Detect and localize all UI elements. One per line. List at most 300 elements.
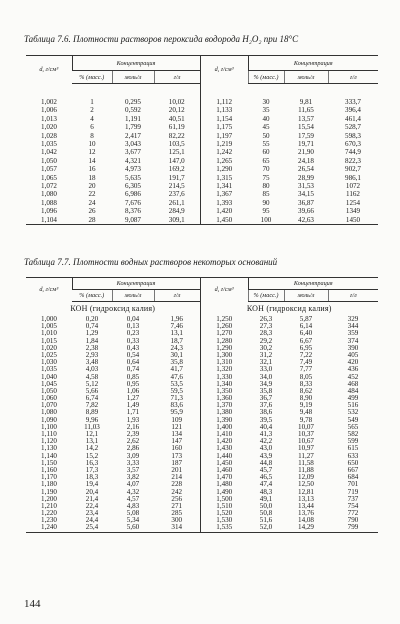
- table-cell: 187: [171, 458, 183, 467]
- table-cell: 1,290: [200, 165, 248, 173]
- table-row: [26, 165, 378, 173]
- table-7-6-body: [26, 84, 378, 225]
- table-cell: 13,1: [170, 329, 183, 338]
- table-row: [26, 330, 378, 337]
- table-cell: 11,58: [298, 458, 314, 467]
- table-cell: 374: [347, 336, 359, 345]
- table-cell: 45,7: [259, 465, 273, 474]
- table-row: [26, 106, 378, 114]
- table-7-7: [26, 277, 378, 533]
- table-row: [26, 345, 378, 352]
- table-cell: 10: [88, 140, 96, 149]
- table-cell: 333,7: [345, 98, 361, 106]
- table-cell: 15,2: [85, 451, 99, 460]
- table-cell: 1,015: [41, 336, 57, 345]
- table-cell: 719: [347, 487, 359, 496]
- table-cell: 468: [347, 379, 359, 388]
- table-cell: 1,112: [200, 98, 248, 106]
- table-row: [26, 431, 378, 438]
- table-cell: 50,0: [259, 501, 273, 510]
- table-cell: 5,635: [125, 173, 141, 182]
- table-cell: 1,110: [41, 430, 57, 438]
- table-cell: 1,370: [200, 402, 248, 409]
- table-cell: 7,676: [125, 198, 141, 207]
- table-cell: 11,27: [298, 451, 314, 460]
- table-cell: 15,54: [298, 123, 314, 132]
- table-row: [26, 395, 378, 402]
- table-cell: 20: [88, 182, 96, 191]
- table-cell: 44,8: [259, 458, 273, 467]
- table-cell: 2,417: [125, 131, 141, 140]
- table-cell: 1,400: [200, 424, 248, 431]
- table-cell: 8,62: [299, 386, 313, 395]
- table-cell: 31,2: [259, 350, 273, 359]
- table-cell: 1072: [345, 182, 361, 191]
- mass-percent-header: % (масс.): [72, 290, 112, 302]
- mass-percent-header: % (масс.): [248, 71, 284, 84]
- gram-per-liter-header: г/л: [328, 290, 378, 302]
- table-cell: 14,29: [298, 523, 314, 532]
- table-cell: 701: [347, 480, 359, 489]
- table-cell: 35,8: [259, 386, 273, 395]
- table-cell: 191,7: [168, 173, 185, 182]
- table-row: [26, 409, 378, 416]
- concentration-header: Концентрация: [248, 278, 378, 290]
- table-row: [26, 182, 378, 190]
- table-cell: 41,7: [170, 365, 183, 374]
- table-cell: 1,27: [126, 394, 140, 403]
- table-cell: 47,4: [259, 480, 273, 489]
- table-cell: 1,030: [41, 358, 57, 367]
- table-cell: 30,2: [259, 343, 273, 352]
- table-cell: 70: [262, 165, 270, 174]
- table-cell: 47,6: [170, 372, 183, 381]
- table-cell: 1,104: [41, 215, 57, 224]
- table-cell: 214,5: [168, 182, 185, 191]
- table-cell: 0,74: [85, 322, 99, 331]
- table-cell: 1,150: [41, 458, 57, 467]
- table-row: [26, 517, 378, 524]
- table-cell: 822,3: [345, 156, 361, 165]
- table-cell: 1,010: [41, 329, 57, 338]
- table-cell: 1,520: [200, 510, 248, 517]
- table-cell: 0,592: [125, 106, 141, 115]
- table-cell: 599: [347, 437, 359, 446]
- table-cell: 169,2: [168, 165, 185, 174]
- table-cell: 754: [347, 501, 359, 510]
- table-cell: 1,080: [41, 408, 57, 417]
- table-cell: 4,07: [126, 480, 140, 489]
- table-row: [26, 157, 378, 165]
- table-cell: 24,3: [170, 343, 183, 352]
- table-cell: 1,210: [41, 501, 57, 510]
- table-cell: 71,3: [170, 394, 183, 403]
- table-row: [26, 140, 378, 148]
- mol-per-liter-header: моль/л: [112, 71, 154, 84]
- table-cell: 1,330: [200, 374, 248, 381]
- table-cell: 8,89: [85, 408, 99, 417]
- table-cell: 1,799: [125, 123, 141, 132]
- table-cell: 1,013: [41, 114, 57, 123]
- table-row: [26, 115, 378, 123]
- table-cell: 26,3: [259, 315, 273, 323]
- table-cell: 1,430: [200, 445, 248, 452]
- table-cell: 17,59: [298, 131, 314, 140]
- table-cell: 5,34: [126, 516, 140, 525]
- table-cell: 214: [171, 473, 183, 482]
- table-cell: 13,13: [298, 494, 314, 503]
- table-cell: 40,51: [168, 114, 185, 123]
- table-cell: 1,005: [41, 322, 57, 331]
- table-cell: 100: [260, 215, 272, 224]
- table-cell: 9,78: [299, 415, 313, 424]
- table-cell: 85: [262, 190, 270, 199]
- table-cell: 1,035: [41, 140, 57, 149]
- table-cell: 55: [262, 140, 270, 149]
- table-cell: 1,490: [200, 489, 248, 496]
- table-cell: 1,480: [200, 481, 248, 488]
- table-cell: 528,7: [345, 123, 361, 132]
- substance-label: КОН (гидроксид калия): [70, 304, 156, 314]
- table-cell: 4,83: [126, 501, 140, 510]
- gram-per-liter-header: г/л: [154, 290, 200, 302]
- table-cell: 1,020: [41, 123, 57, 132]
- table-cell: 11,65: [298, 106, 314, 115]
- table-row: [26, 467, 378, 474]
- table-cell: 1,140: [41, 451, 57, 460]
- table-cell: 6: [90, 123, 94, 132]
- table-cell: 285: [171, 509, 183, 518]
- table-row: [26, 123, 378, 131]
- table-cell: 3,82: [126, 473, 140, 482]
- gram-per-liter-header: г/л: [328, 71, 378, 84]
- table-cell: 1,49: [126, 401, 140, 410]
- table-cell: 147,0: [168, 156, 185, 165]
- table-cell: 10,37: [298, 430, 314, 438]
- table-cell: 1162: [346, 190, 360, 199]
- table-cell: 34,9: [259, 379, 273, 388]
- table-cell: 0,295: [125, 98, 141, 106]
- table-cell: 1,260: [200, 323, 248, 330]
- table-cell: 1,045: [41, 379, 57, 388]
- mass-percent-header: % (масс.): [248, 290, 284, 302]
- table-cell: 10,07: [298, 422, 314, 431]
- table-cell: 109: [171, 415, 183, 424]
- table-cell: 2: [90, 106, 94, 115]
- table-row: [26, 338, 378, 345]
- table-cell: 1,175: [200, 123, 248, 131]
- table-cell: 1,180: [41, 480, 57, 489]
- table-cell: 3,48: [85, 358, 99, 367]
- table-cell: 4,03: [85, 365, 99, 374]
- table-cell: 1,06: [126, 386, 140, 395]
- table-row: [26, 323, 378, 330]
- table-cell: 1,090: [41, 415, 57, 424]
- table-cell: 50: [262, 131, 270, 140]
- table-cell: 309,1: [168, 215, 185, 224]
- table-cell: 3,33: [126, 458, 140, 467]
- table-cell: 1,270: [200, 330, 248, 337]
- table-cell: 1,71: [126, 408, 140, 417]
- table-cell: 2,38: [85, 343, 99, 352]
- table-row: [26, 424, 378, 431]
- table-cell: 59,5: [170, 386, 183, 395]
- table-cell: 0,74: [126, 365, 140, 374]
- table-cell: 43,0: [259, 444, 273, 453]
- table-cell: 1,130: [41, 444, 57, 453]
- table-cell: 461,4: [345, 114, 361, 123]
- table-cell: 284,9: [168, 207, 185, 216]
- table-cell: 2,16: [126, 422, 140, 431]
- table-row: [26, 366, 378, 373]
- table-cell: 17,3: [85, 465, 99, 474]
- table-cell: 1,420: [200, 438, 248, 445]
- table-cell: 744,9: [345, 148, 361, 157]
- table-row: [26, 359, 378, 366]
- table-cell: 52,0: [259, 523, 273, 532]
- table-cell: 2,93: [85, 350, 99, 359]
- table-cell: 452: [347, 372, 359, 381]
- table-cell: 12,81: [298, 487, 314, 496]
- table-cell: 1,96: [170, 315, 183, 323]
- table-cell: 1,120: [41, 437, 57, 446]
- table-cell: 24,18: [298, 156, 314, 165]
- table-cell: 2,86: [126, 444, 140, 453]
- table-cell: 772: [347, 509, 359, 518]
- table-cell: 1,035: [41, 365, 57, 374]
- table-row: [26, 199, 378, 207]
- table-7-6: [26, 55, 378, 225]
- table-cell: 237,6: [168, 190, 185, 199]
- table-cell: 39,66: [298, 207, 314, 216]
- table-cell: 1,340: [200, 381, 248, 388]
- table-cell: 147: [171, 437, 183, 446]
- table-cell: 1,460: [200, 467, 248, 474]
- table-cell: 0,54: [126, 350, 140, 359]
- table-cell: 615: [347, 444, 359, 453]
- table-cell: 986,1: [345, 173, 361, 182]
- table-cell: 121: [171, 422, 183, 431]
- mass-percent-header: % (масс.): [72, 71, 112, 84]
- table-cell: 5,60: [126, 523, 140, 532]
- table-cell: 300: [171, 516, 183, 525]
- table-cell: 5,12: [85, 379, 99, 388]
- table-cell: 359: [347, 329, 359, 338]
- table-cell: 11,03: [84, 422, 100, 431]
- table-cell: 9,087: [125, 215, 141, 224]
- table-cell: 12,1: [85, 430, 99, 438]
- mol-per-liter-header: моль/л: [112, 290, 154, 302]
- table-cell: 256: [171, 494, 183, 503]
- table-cell: 8,376: [125, 207, 141, 216]
- table-cell: 7,77: [299, 365, 313, 374]
- table-cell: 20,12: [168, 106, 185, 115]
- table-row: [26, 207, 378, 215]
- table-cell: 27,3: [259, 322, 273, 331]
- table-row: [26, 374, 378, 381]
- table-cell: 13,76: [298, 509, 314, 518]
- table-cell: 6,14: [299, 322, 313, 331]
- table-cell: 1,050: [41, 386, 57, 395]
- table-cell: 1,072: [41, 182, 57, 191]
- concentration-header: Концентрация: [72, 278, 200, 290]
- table-cell: 684: [347, 473, 359, 482]
- table-cell: 396,4: [345, 106, 361, 115]
- table-cell: 1,530: [200, 517, 248, 524]
- table-cell: 20,4: [85, 487, 99, 496]
- table-cell: 1,096: [41, 207, 57, 216]
- table-cell: 50,8: [259, 509, 273, 518]
- table-cell: 1,393: [200, 199, 248, 207]
- table-row: [26, 316, 378, 323]
- table-cell: 173: [171, 451, 183, 460]
- table-cell: 6,74: [85, 394, 99, 403]
- table-cell: 1,440: [200, 453, 248, 460]
- table-cell: 1,025: [41, 350, 57, 359]
- density-header: d, г/см³: [39, 286, 59, 294]
- table-cell: 549: [347, 415, 359, 424]
- table-cell: 43,9: [259, 451, 273, 460]
- table-cell: 0,95: [126, 379, 140, 388]
- table-cell: 4,32: [126, 487, 140, 496]
- table-cell: 14,2: [85, 444, 99, 453]
- table-cell: 228: [171, 480, 183, 489]
- table-cell: 14,08: [298, 516, 314, 525]
- table-cell: 75: [262, 173, 270, 182]
- table-cell: 271: [171, 501, 183, 510]
- table-cell: 565: [347, 422, 359, 431]
- table-cell: 8,90: [299, 394, 313, 403]
- table-7-6-title: Таблица 7.6. Плотности растворов пероксида водорода H₂O₂ при 18°C: [24, 34, 299, 44]
- table-cell: 38,6: [259, 408, 273, 417]
- table-cell: 28,99: [298, 173, 314, 182]
- table-cell: 1,190: [41, 487, 57, 496]
- table-cell: 61,19: [168, 123, 185, 132]
- table-cell: 18,3: [85, 473, 99, 482]
- table-cell: 4,58: [85, 372, 99, 381]
- table-cell: 329: [347, 315, 359, 323]
- gram-per-liter-header: г/л: [154, 71, 200, 84]
- table-cell: 45: [262, 123, 270, 132]
- table-cell: 1,250: [200, 316, 248, 323]
- table-cell: 1,230: [41, 516, 57, 525]
- table-cell: 9,19: [299, 401, 313, 410]
- table-7-7-body: [26, 302, 378, 533]
- table-cell: 436: [347, 365, 359, 374]
- table-cell: 30,1: [170, 350, 183, 359]
- table-cell: 2,62: [126, 437, 140, 446]
- table-cell: 35,8: [170, 358, 183, 367]
- table-cell: 1,080: [41, 190, 57, 199]
- table-cell: 1,028: [41, 131, 57, 140]
- table-cell: 160: [171, 444, 183, 453]
- table-cell: 28: [88, 215, 96, 224]
- table-cell: 902,7: [345, 165, 361, 174]
- table-row: [26, 98, 378, 106]
- table-cell: 0,04: [126, 315, 140, 323]
- table-cell: 26,54: [298, 165, 314, 174]
- table-cell: 1,315: [200, 174, 248, 182]
- table-cell: 737: [347, 494, 359, 503]
- table-cell: 1,367: [200, 190, 248, 198]
- table-cell: 13,1: [85, 437, 99, 446]
- table-cell: 95: [262, 207, 270, 216]
- table-row: [26, 190, 378, 198]
- table-cell: 1,006: [41, 106, 57, 115]
- table-row: [26, 496, 378, 503]
- table-cell: 667: [347, 465, 359, 474]
- table-cell: 46,5: [259, 473, 273, 482]
- table-cell: 1,84: [85, 336, 99, 345]
- substance-label: КОН (гидроксид калия): [200, 302, 378, 317]
- table-cell: 1,310: [200, 359, 248, 366]
- table-cell: 41,3: [259, 430, 273, 438]
- table-row: [26, 524, 378, 532]
- table-cell: 25,4: [85, 523, 99, 532]
- table-cell: 405: [347, 350, 359, 359]
- table-cell: 516: [347, 401, 359, 410]
- table-cell: 0,33: [126, 336, 140, 345]
- density-header: d, г/см³: [200, 278, 248, 302]
- table-row: [26, 402, 378, 409]
- table-cell: 7,46: [170, 322, 183, 331]
- table-cell: 3,09: [126, 451, 140, 460]
- page-number: 144: [24, 598, 41, 610]
- table-cell: 60: [262, 148, 270, 157]
- table-cell: 1,350: [200, 388, 248, 395]
- table-row: [26, 489, 378, 496]
- table-cell: 1,170: [41, 473, 57, 482]
- table-cell: 1254: [345, 198, 361, 207]
- table-cell: 1,065: [41, 173, 57, 182]
- table-cell: 83,6: [170, 401, 183, 410]
- table-cell: 6,986: [125, 190, 141, 199]
- table-row: [26, 352, 378, 359]
- density-header: d, г/см³: [39, 66, 59, 74]
- table-cell: 0,64: [126, 358, 140, 367]
- table-cell: 650: [347, 458, 359, 467]
- table-cell: 53,5: [170, 379, 183, 388]
- table-cell: 1,341: [200, 182, 248, 190]
- table-cell: 42,63: [298, 215, 314, 224]
- table-cell: 65: [262, 156, 270, 165]
- table-cell: 30: [262, 98, 270, 106]
- table-cell: 21,90: [298, 148, 314, 157]
- table-cell: 12,50: [298, 480, 314, 489]
- mol-per-liter-header: моль/л: [284, 71, 328, 84]
- table-cell: 22: [88, 190, 96, 199]
- table-cell: 1,000: [41, 315, 57, 323]
- table-cell: 14: [88, 156, 96, 165]
- table-cell: 1,420: [200, 207, 248, 215]
- table-cell: 8,05: [299, 372, 313, 381]
- table-cell: 5,87: [299, 315, 313, 323]
- table-cell: 8: [90, 131, 94, 140]
- table-cell: 0,85: [126, 372, 140, 381]
- table-cell: 39,5: [259, 415, 273, 424]
- table-row: [26, 453, 378, 460]
- table-cell: 1,070: [41, 401, 57, 410]
- table-cell: 37,6: [259, 401, 273, 410]
- table-cell: 1,450: [200, 460, 248, 467]
- table-cell: 26: [88, 207, 96, 216]
- table-cell: 19,71: [298, 140, 314, 149]
- table-cell: 1,200: [41, 494, 57, 503]
- table-cell: 1,197: [200, 132, 248, 140]
- table-row: [26, 132, 378, 140]
- table-cell: 40,4: [259, 422, 273, 431]
- table-cell: 134: [171, 430, 183, 438]
